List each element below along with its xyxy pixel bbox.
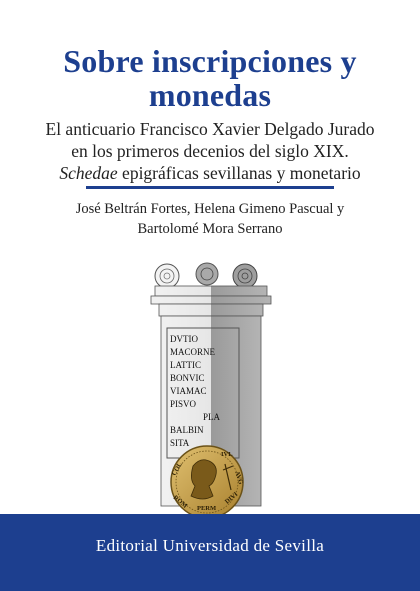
coin-exergue: PERM (197, 505, 217, 512)
cornice-top (155, 286, 267, 296)
inscription-line: SITA (170, 438, 190, 448)
book-subtitle (0, 118, 420, 184)
authors-line-1: José Beltrán Fortes, Helena Gimeno Pascual y (75, 201, 345, 217)
coin-legend-right: AVG (233, 470, 245, 486)
publisher-name: Editorial Universidad de Sevilla (95, 536, 325, 555)
inscription-line: PLA (203, 412, 221, 422)
inscription-line: PISVO (170, 399, 197, 409)
monument-illustration (145, 258, 275, 518)
roman-coin (171, 446, 245, 518)
coin-legend-bottom-left: ROM (171, 494, 189, 510)
subtitle-line-3 (0, 162, 420, 184)
coin-legend-left: COL (170, 461, 184, 477)
inscription-line: LATTIC (170, 360, 201, 370)
subtitle-line-3-rest: epigráficas sevillanas y monetario (117, 163, 361, 183)
inscription-line: DVTIO (170, 334, 198, 344)
publisher-band (0, 514, 420, 591)
divider-rule (86, 186, 334, 189)
authors-line-2: Bartolomé Mora Serrano (137, 221, 283, 237)
title-line-1: Sobre inscripciones y (63, 43, 357, 79)
inscription-line: MACORNE (170, 347, 216, 357)
volute-right (233, 264, 257, 288)
inscription-line: VIAMAC (170, 386, 207, 396)
inscription-line: BONVIC (170, 373, 205, 383)
title-line-2: monedas (148, 77, 272, 113)
volute-center (196, 263, 218, 285)
subtitle-line-1: El anticuario Francisco Xavier Delgado Jurado (45, 119, 375, 139)
book-title (0, 44, 420, 112)
volute-left (155, 264, 179, 288)
cornice-bottom (159, 304, 263, 316)
subtitle-line-2: en los primeros decenios del siglo XIX. (71, 141, 349, 161)
subtitle-italic-word: Schedae (59, 163, 118, 183)
coin-legend-bottom-right: DIVI (223, 490, 240, 506)
inscription-line: BALBIN (170, 425, 204, 435)
cornice-middle (151, 296, 271, 304)
book-authors (0, 199, 420, 239)
coin-legend-top-right: IVL (221, 451, 233, 458)
